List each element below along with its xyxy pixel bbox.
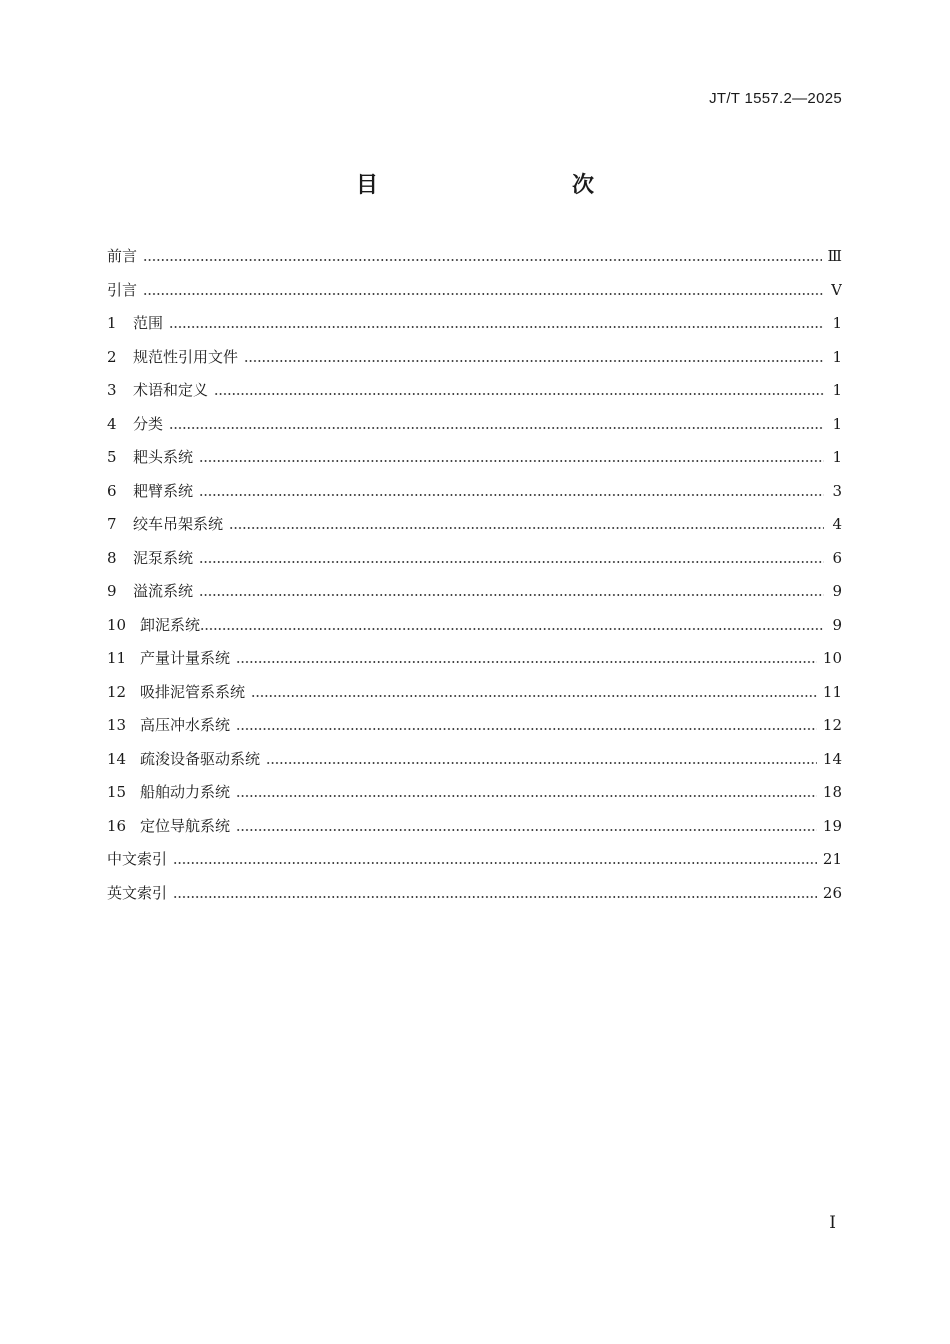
toc-entry-page: 21 — [822, 850, 842, 868]
dot-leader — [236, 829, 817, 831]
toc-entry-number: 8 — [107, 548, 117, 567]
toc-entry-page: Ⅴ — [831, 280, 842, 299]
toc-entry-english-index[interactable] — [107, 877, 842, 911]
toc-entry-page: 1 — [832, 381, 842, 399]
toc-entry-3[interactable] — [107, 374, 842, 408]
toc-entry-5[interactable] — [107, 441, 842, 475]
toc-entry-title: 规范性引用文件 — [133, 347, 239, 366]
toc-entry-page: 4 — [832, 515, 842, 533]
dot-leader — [266, 762, 817, 764]
toc-entry-number: 10 — [107, 615, 127, 634]
toc-entry-number: 11 — [107, 649, 127, 667]
dot-leader — [199, 561, 824, 563]
toc-entry-16[interactable] — [107, 810, 842, 844]
dot-leader — [214, 393, 824, 395]
toc-entry-page: 18 — [822, 783, 842, 801]
toc-entry-14[interactable] — [107, 743, 842, 777]
dot-leader — [251, 695, 817, 697]
toc-entry-page: 14 — [822, 749, 842, 768]
toc-entry-page: 1 — [832, 448, 842, 466]
dot-leader — [169, 326, 824, 328]
toc-entry-title: 耙头系统 — [133, 448, 194, 466]
dot-leader — [236, 728, 817, 730]
toc-entry-title: 高压冲水系统 — [140, 716, 231, 734]
dot-leader — [236, 661, 817, 663]
dot-leader — [143, 259, 822, 261]
toc-entry-title: 船舶动力系统 — [140, 783, 231, 801]
toc-entry-page: 19 — [822, 816, 842, 835]
toc-entry-number: 7 — [107, 515, 117, 533]
page-number: Ⅰ — [829, 1213, 836, 1233]
toc-entry-title: 英文索引 — [107, 883, 168, 902]
dot-leader — [143, 293, 824, 295]
toc-entry-10[interactable] — [107, 609, 842, 643]
toc-entry-title: 定位导航系统 — [140, 816, 231, 835]
toc-entry-8[interactable] — [107, 542, 842, 576]
toc-entry-number: 5 — [107, 448, 117, 466]
toc-entry-page: 9 — [832, 582, 842, 600]
toc-entry-number: 12 — [107, 682, 127, 701]
toc-entry-number: 14 — [107, 749, 127, 768]
toc-entry-title: 吸排泥管系系统 — [140, 682, 246, 701]
toc-entry-number: 13 — [107, 716, 127, 734]
toc-entry-11[interactable] — [107, 642, 842, 676]
dot-leader — [169, 427, 824, 429]
dot-leader — [200, 628, 824, 630]
toc-entry-title: 疏浚设备驱动系统 — [140, 749, 261, 768]
toc-entry-4[interactable] — [107, 408, 842, 442]
toc-entry-15[interactable] — [107, 776, 842, 810]
toc-entry-number: 1 — [107, 314, 117, 332]
toc-entry-number: 9 — [107, 582, 117, 600]
dot-leader — [199, 594, 824, 596]
dot-leader — [229, 527, 824, 529]
toc-entry-chinese-index[interactable] — [107, 843, 842, 877]
toc-entry-title: 前言 — [107, 247, 138, 265]
toc-entry-page: Ⅲ — [827, 247, 842, 265]
toc-entry-title: 泥泵系统 — [133, 548, 194, 567]
toc-entry-title: 产量计量系统 — [140, 649, 231, 667]
toc-entry-title: 术语和定义 — [133, 381, 209, 399]
toc-entry-number: 4 — [107, 414, 117, 433]
toc-entry-page: 26 — [822, 883, 842, 902]
toc-entry-1[interactable] — [107, 307, 842, 341]
toc-entry-title: 范围 — [133, 314, 164, 332]
table-of-contents — [107, 240, 842, 910]
toc-entry-title: 卸泥系统 — [140, 615, 201, 634]
toc-entry-page: 9 — [832, 615, 842, 634]
toc-entry-title: 耙臂系统 — [133, 481, 194, 500]
dot-leader — [236, 795, 817, 797]
toc-entry-9[interactable] — [107, 575, 842, 609]
toc-entry-title: 中文索引 — [107, 850, 168, 868]
toc-entry-page: 1 — [832, 414, 842, 433]
toc-entry-2[interactable] — [107, 341, 842, 375]
toc-title: 目 次 — [355, 173, 644, 198]
toc-entry-page: 10 — [822, 649, 842, 667]
toc-entry-title: 引言 — [107, 280, 138, 299]
toc-entry-page: 11 — [822, 682, 842, 701]
toc-entry-introduction[interactable] — [107, 274, 842, 308]
toc-entry-preface[interactable] — [107, 240, 842, 274]
dot-leader — [199, 460, 824, 462]
toc-entry-number: 2 — [107, 347, 117, 366]
dot-leader — [244, 360, 824, 362]
dot-leader — [199, 494, 824, 496]
toc-entry-title: 溢流系统 — [133, 582, 194, 600]
toc-entry-13[interactable] — [107, 709, 842, 743]
toc-entry-page: 6 — [832, 548, 842, 567]
toc-entry-page: 3 — [832, 481, 842, 500]
toc-entry-7[interactable] — [107, 508, 842, 542]
standard-code: JT/T 1557.2—2025 — [709, 90, 842, 107]
toc-entry-title: 分类 — [133, 414, 164, 433]
toc-entry-page: 12 — [822, 716, 842, 734]
toc-entry-number: 15 — [107, 783, 127, 801]
toc-entry-number: 6 — [107, 481, 117, 500]
dot-leader — [173, 862, 817, 864]
toc-entry-title: 绞车吊架系统 — [133, 515, 224, 533]
toc-entry-number: 16 — [107, 816, 127, 835]
toc-entry-12[interactable] — [107, 676, 842, 710]
dot-leader — [173, 896, 817, 898]
toc-entry-page: 1 — [832, 347, 842, 366]
toc-entry-6[interactable] — [107, 475, 842, 509]
toc-entry-page: 1 — [832, 314, 842, 332]
toc-entry-number: 3 — [107, 381, 117, 399]
